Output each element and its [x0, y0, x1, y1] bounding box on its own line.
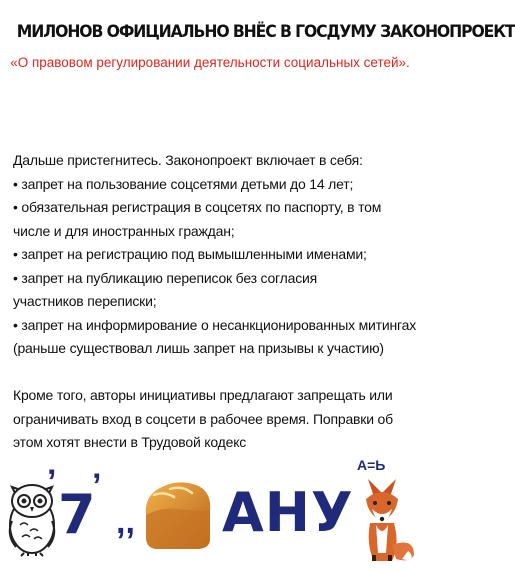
body-line: этом хотят внести в Трудовой кодекс — [13, 434, 247, 450]
comma-mark: ,, — [116, 503, 135, 541]
body-line: числе и для иностранных граждан; — [13, 222, 235, 239]
body-line: • запрет на регистрацию под вымышленными именами; — [13, 246, 367, 262]
subheadline: «О правовом регулировании деятельности социальных сетей». — [10, 55, 410, 70]
body-line: • запрет на информирование о несанкционированных митингах — [13, 316, 417, 333]
apostrophe-mark: ’ — [92, 467, 102, 505]
article-body — [13, 149, 415, 455]
body-line: Дальше пристегнитесь. Законопроект включает в себя: — [13, 152, 363, 168]
fox-icon — [352, 475, 418, 563]
body-line: Кроме того, авторы инициативы предлагают запрещать или — [13, 387, 393, 403]
rebus-puzzle — [0, 455, 420, 572]
body-line: ограничивать вход в соцсети в рабочее время. Поправки об — [13, 410, 393, 427]
body-line: • запрет на пользование соцсетями детьми до 14 лет; — [13, 175, 354, 192]
rebus-hint: А=Ь — [357, 457, 386, 473]
paragraph-gap — [13, 361, 415, 385]
digit-seven: 7 — [58, 483, 96, 546]
rebus-letters: АНУ — [222, 481, 354, 544]
body-line: • обязательная регистрация в соцсетях по паспорту, в том — [13, 199, 382, 215]
apostrophe-mark: ’ — [47, 463, 57, 501]
body-line: (раньше существовал лишь запрет на призывы к участию) — [13, 340, 384, 356]
headline: МИЛОНОВ ОФИЦИАЛЬНО ВНЁС В ГОСДУМУ ЗАКОНОПРОЕКТ — [16, 22, 515, 42]
body-line: • запрет на публикацию переписок без согласия — [13, 269, 318, 286]
bread-icon — [140, 475, 216, 553]
body-line: участников переписки; — [13, 293, 157, 309]
